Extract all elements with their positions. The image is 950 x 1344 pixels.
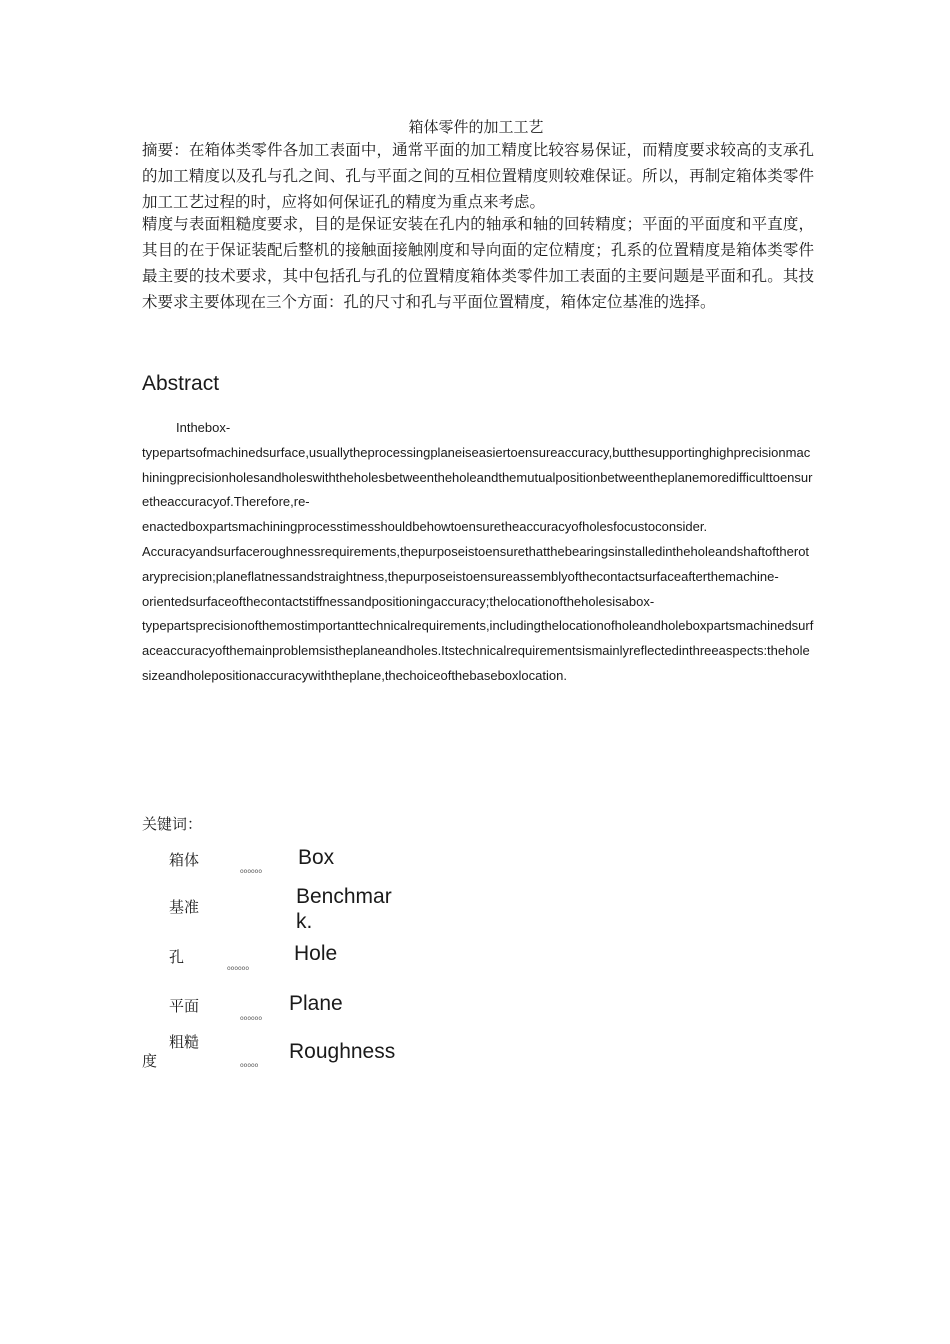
- keyword-dots: ooooo: [240, 1062, 259, 1069]
- chinese-summary: 摘要：在箱体类零件各加工表面中，通常平面的加工精度比较容易保证，而精度要求较高的支承孔的加工精度以及孔与孔之间、孔与平面之间的互相位置精度则较难保证。所以，再制定箱体类零件加工工艺过程的时，应将如何保证孔的精度为重点来考虑。: [142, 141, 814, 211]
- keyword-zh: 基准: [169, 898, 200, 916]
- abstract-body: [142, 416, 814, 689]
- abstract-paragraph: enactedboxpartsmachiningprocesstimesshouldbehowtoensuretheaccuracyofholesfocustoconsider.: [142, 519, 708, 535]
- abstract-paragraph: Accuracyandsurfaceroughnessrequirements,thepurposeistoensurethatthebearingsinstalledintheholeandshaftoftherotaryprecision;planeflatnessandstraightness,thepurposeistoensureassemblyofthecontactsurfaceafterthemachine-: [142, 543, 810, 584]
- keyword-zh: 箱体: [169, 851, 200, 869]
- keyword-en: Benchmark.: [296, 885, 392, 933]
- keyword-dots: oooooo: [240, 1015, 263, 1022]
- abstract-paragraph: typepartsprecisionofthemostimportanttechnicalrequirements,includingthelocationofholeandholeboxpartsmachinedsurfaceaccuracyofthemainproblemsistheplaneandholes.Itstechnicalrequirementsismainlyreflectedinthreeaspects:theholesizeandholepositionaccuracywiththeplane,thechoiceofthebaseboxlocation.: [142, 618, 814, 683]
- keyword-zh: 平面: [169, 997, 200, 1015]
- keyword-zh: 粗糙: [169, 1033, 200, 1051]
- keyword-zh: 孔: [169, 948, 185, 966]
- keyword-dots: oooooo: [240, 868, 263, 875]
- keywords-label: 关键词：: [142, 815, 203, 833]
- keyword-en: Hole: [294, 942, 338, 965]
- abstract-paragraph: orientedsurfaceofthecontactstiffnessandpositioningaccuracy;thelocationoftheholesisabox-: [142, 593, 655, 609]
- keyword-en: Roughness: [289, 1040, 396, 1063]
- abstract-paragraph: typepartsofmachinedsurface,usuallytheprocessingplaneiseasiertoensureaccuracy,butthesupportinghighprecisionmachiningprecisionholesandholeswiththeholesbetweentheholeandthemutualpositionbetweentheplanemoredifficulttoensuretheaccuracyof.Therefore,re-: [142, 444, 813, 510]
- keyword-zh: 度: [142, 1052, 158, 1070]
- keyword-en: Plane: [289, 992, 343, 1015]
- keyword-en: Box: [298, 846, 335, 869]
- keyword-dots: oooooo: [227, 965, 250, 972]
- abstract-paragraph: Inthebox-: [176, 420, 231, 435]
- abstract-heading: Abstract: [142, 372, 220, 395]
- chinese-requirements: 精度与表面粗糙度要求，目的是保证安装在孔内的轴承和轴的回转精度；平面的平面度和平直度，其目的在于保证装配后整机的接触面接触刚度和导向面的定位精度；孔系的位置精度是箱体类零件最主要的技术要求，其中包括孔与孔的位置精度箱体类零件加工表面的主要问题是平面和孔。其技术要求主要体现在三个方面：孔的尺寸和孔与平面位置精度，箱体定位基准的选择。: [142, 215, 814, 311]
- document-title: 箱体零件的加工工艺: [408, 118, 544, 136]
